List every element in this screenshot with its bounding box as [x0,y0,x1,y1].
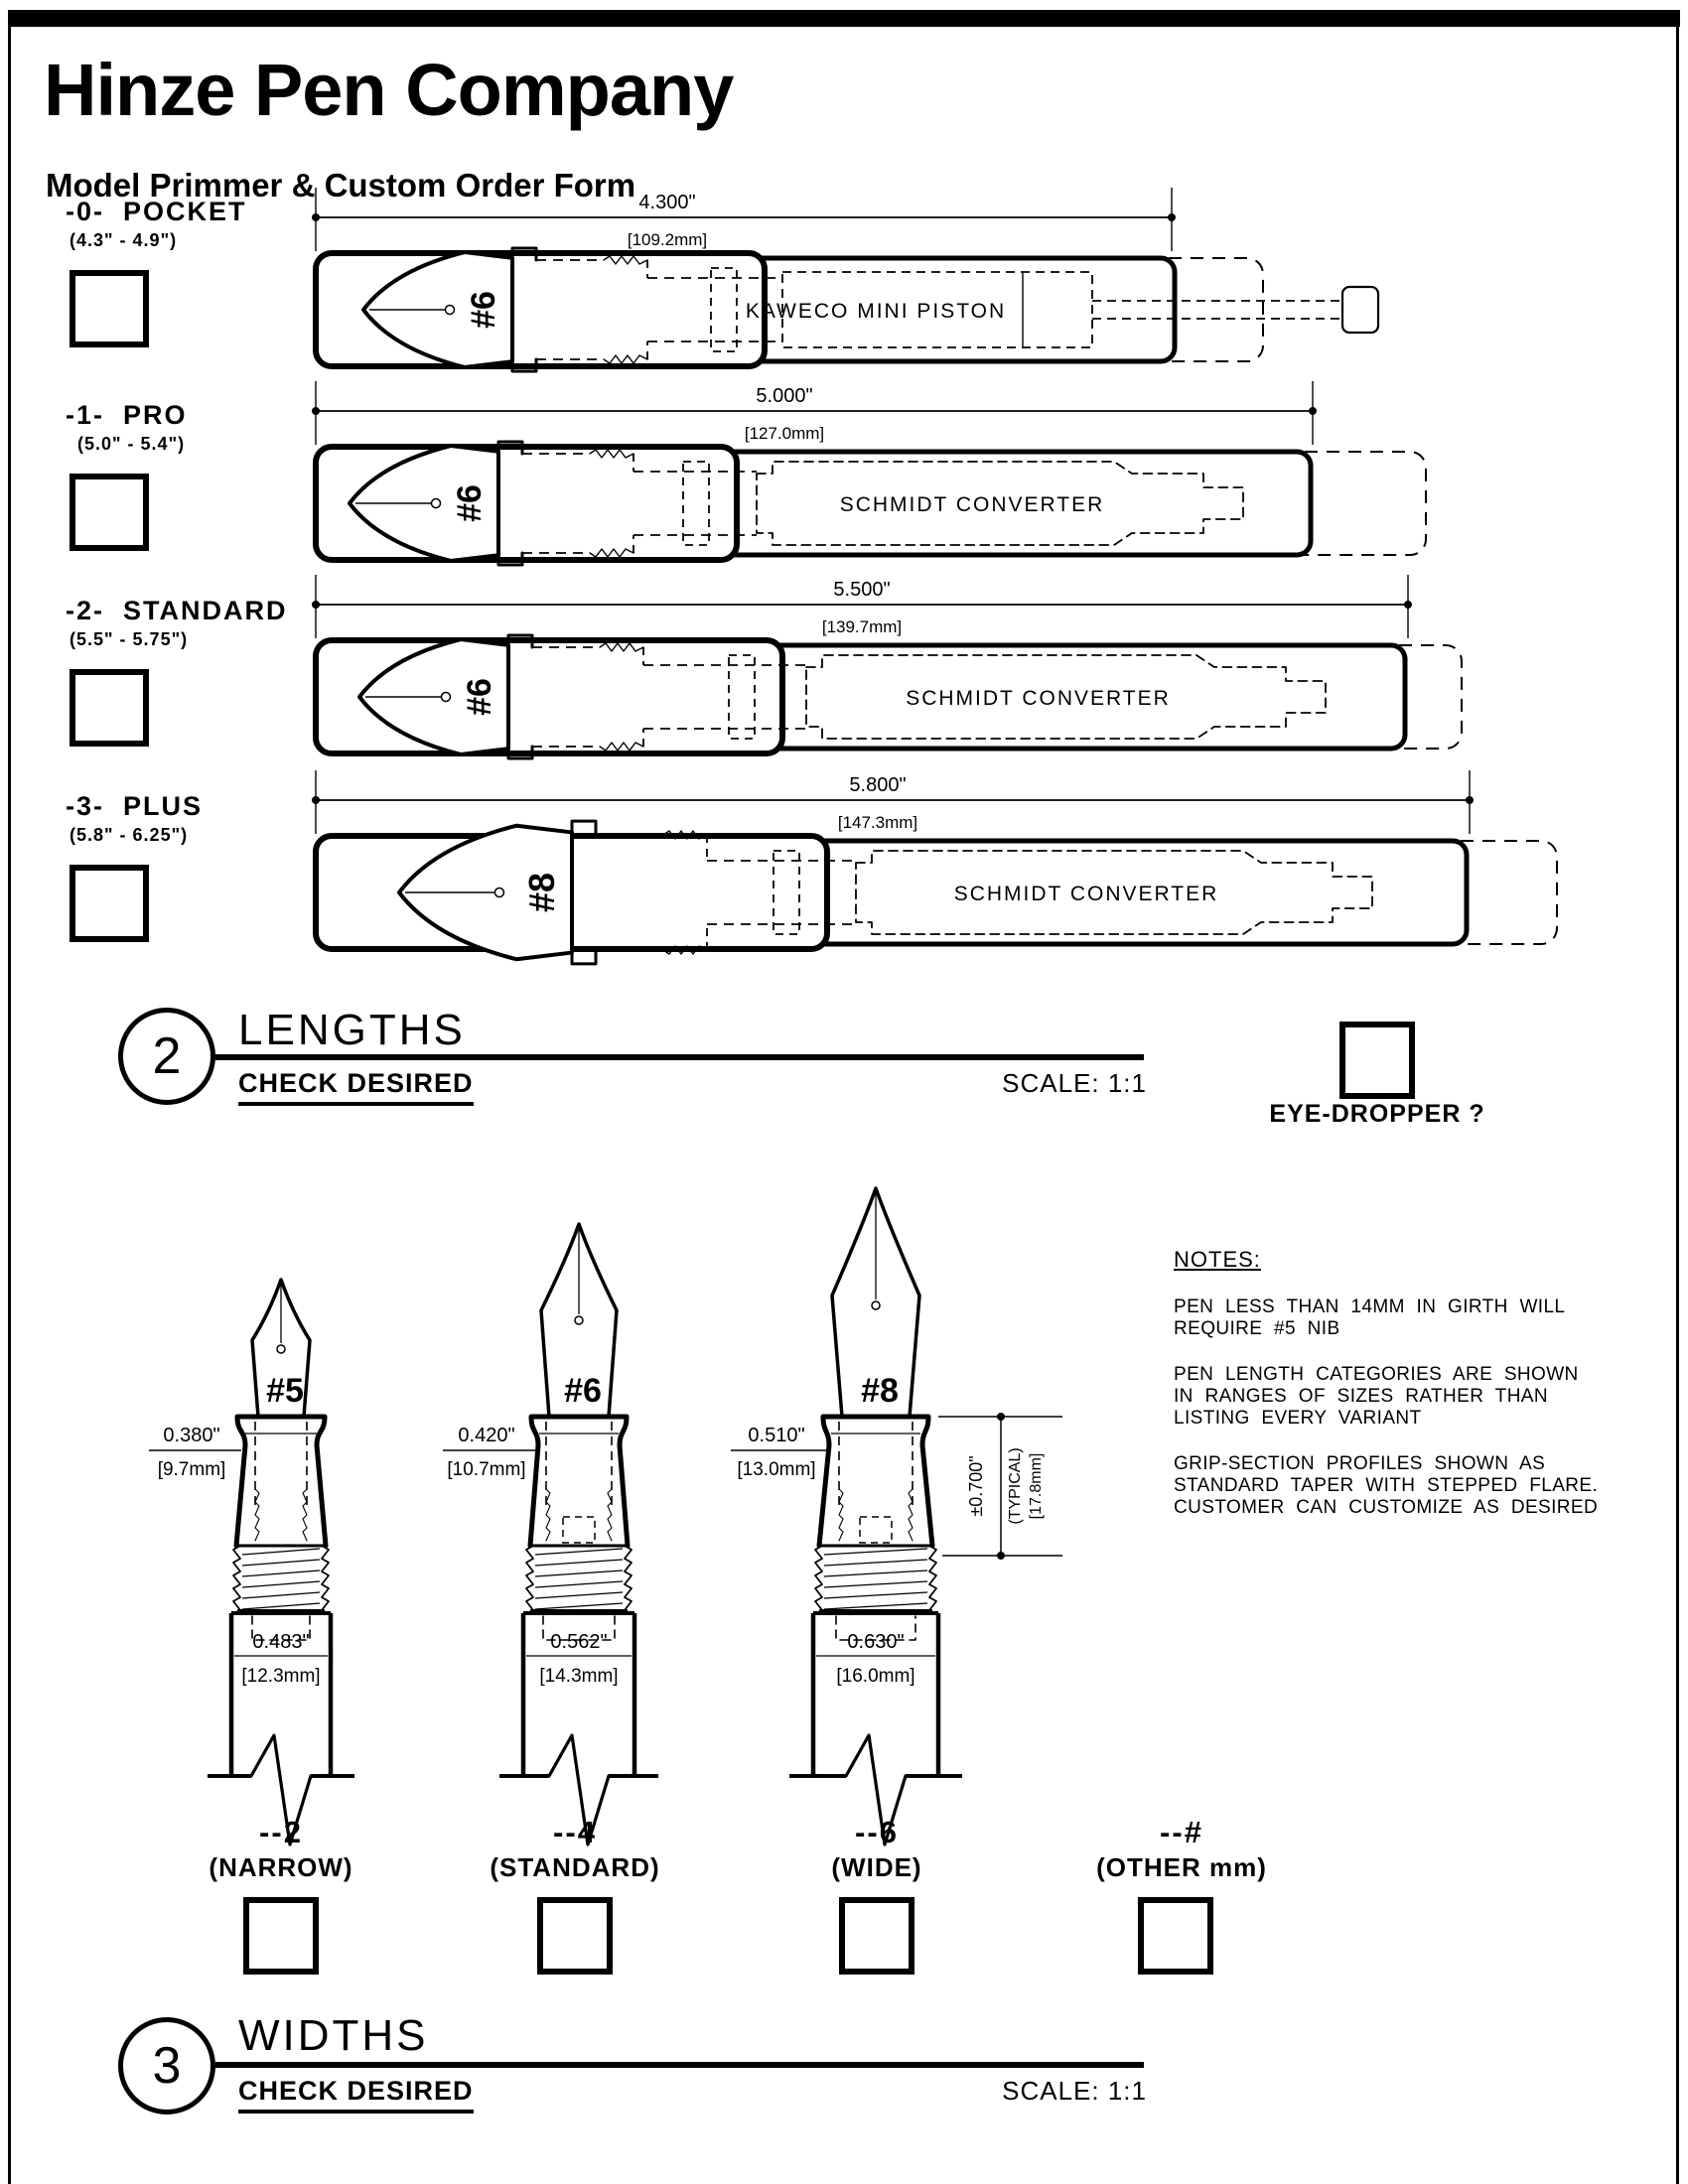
barrel-inch-dimension: 0.562" [550,1631,608,1653]
section-number: 3 [152,2037,182,2095]
model-code: -2- [66,596,104,625]
lengths-section-rule [215,1054,1144,1060]
grip-mm-dimension: [13.0mm] [737,1459,816,1480]
notes-block [1174,1249,1603,1543]
width-option-other-name: (OTHER mm) [1096,1852,1267,1882]
section-height-dimension: ±0.700" [966,1455,986,1517]
width-other-checkbox[interactable] [1138,1897,1213,1975]
nib-diagram-1 [443,1224,658,1844]
section-height-note: (TYPICAL) [1007,1447,1024,1525]
model-name: STANDARD [123,596,288,625]
note-item: PEN LENGTH CATEGORIES ARE SHOWN IN RANGES OF SIZES RATHER THAN LISTING EVERY VARIANT [1174,1364,1579,1429]
barrel-mm-dimension: [14.3mm] [539,1666,619,1687]
length-mm-dimension: [139.7mm] [821,617,903,636]
pen-row-2-drawing [312,575,1462,758]
barrel-inch-dimension: 0.630" [847,1631,905,1653]
barrel-inch-dimension: 0.483" [252,1631,310,1653]
grip-mm-dimension: [10.7mm] [447,1459,526,1480]
note-item: PEN LESS THAN 14MM IN GIRTH WILL REQUIRE #5 NIB [1174,1297,1565,1339]
model-name: PLUS [123,791,204,821]
pen-row-0-drawing [312,188,1378,371]
nib-size-label: #6 [461,678,498,716]
section-2-marker [118,1008,215,1105]
model-plus-range: (5.8" - 6.25") [70,825,189,845]
note-item: GRIP-SECTION PROFILES SHOWN AS STANDARD TAPER WITH STEPPED FLARE. CUSTOMER CAN CUSTOMIZE AS DESIRED [1174,1453,1599,1518]
section-height-mm: [17.8mm] [1028,1452,1045,1520]
length-mm-dimension: [109.2mm] [627,230,708,249]
length-mm-dimension: [127.0mm] [744,424,825,443]
grip-inch-dimension: 0.380" [163,1425,220,1446]
lengths-section-title: LENGTHS [238,1006,466,1054]
length-inch-dimension: 5.000" [756,385,813,407]
barrel-mm-dimension: [16.0mm] [836,1666,915,1687]
filling-system-label: KAWECO MINI PISTON [745,300,1007,323]
barrel-mm-dimension: [12.3mm] [241,1666,321,1687]
model-pro-range: (5.0" - 5.4") [77,434,186,454]
pen-row-1-drawing [312,381,1426,565]
filling-system-label: SCHMIDT CONVERTER [839,493,1105,516]
widths-section-rule [215,2062,1144,2068]
model-code: -0- [66,197,104,226]
nib-size-label: #6 [451,484,489,522]
length-inch-dimension: 5.500" [833,579,891,601]
width-option-other-code: --# [1160,1815,1203,1849]
model-name: PRO [123,400,188,430]
width-wide-checkbox[interactable] [839,1897,914,1975]
filling-system-label: SCHMIDT CONVERTER [906,687,1171,710]
nib-size-label: #8 [861,1372,899,1410]
nib-size-label: #8 [521,872,562,913]
model-code: -1- [66,400,104,430]
page-subtitle: Model Primmer & Custom Order Form [46,167,636,204]
width-option-6-name: (WIDE) [831,1852,922,1882]
grip-inch-dimension: 0.420" [458,1425,515,1446]
eyedropper-label: EYE-DROPPER ? [1269,1100,1485,1128]
length-mm-dimension: [147.3mm] [837,813,918,832]
grip-mm-dimension: [9.7mm] [157,1459,226,1480]
grip-inch-dimension: 0.510" [748,1425,805,1446]
widths-scale-label: SCALE: 1:1 [1002,2076,1147,2106]
nib-diagram-2 [731,1188,1062,1844]
widths-section-title: WIDTHS [238,2011,429,2060]
widths-check-desired: CHECK DESIRED [238,2076,474,2114]
notes-heading: NOTES: [1174,1247,1261,1272]
pen-row-3-drawing [312,770,1557,964]
nib-size-label: #6 [465,291,502,329]
length-inch-dimension: 5.800" [849,774,907,796]
lengths-check-desired: CHECK DESIRED [238,1068,474,1106]
nib-size-label: #5 [266,1372,304,1410]
section-number: 2 [152,1027,182,1085]
width-narrow-checkbox[interactable] [243,1897,319,1975]
model-pocket-range: (4.3" - 4.9") [70,230,178,250]
model-standard-range: (5.5" - 5.75") [70,629,189,649]
filling-system-label: SCHMIDT CONVERTER [953,883,1219,905]
lengths-scale-label: SCALE: 1:1 [1002,1068,1147,1098]
width-option-4-name: (STANDARD) [490,1852,660,1882]
width-option-2-name: (NARROW) [209,1852,353,1882]
nib-size-label: #6 [564,1372,602,1410]
section-3-marker [118,2017,215,2115]
eyedropper-checkbox[interactable] [1339,1022,1415,1099]
model-name: POCKET [123,197,247,226]
page-title: Hinze Pen Company [44,49,734,131]
length-inch-dimension: 4.300" [638,192,696,213]
model-code: -3- [66,791,104,821]
width-option-2-code: --2 [259,1815,303,1849]
width-option-4-code: --4 [553,1815,597,1849]
nib-diagram-0 [149,1280,354,1844]
width-option-6-code: --6 [855,1815,899,1849]
width-standard-checkbox[interactable] [537,1897,613,1975]
